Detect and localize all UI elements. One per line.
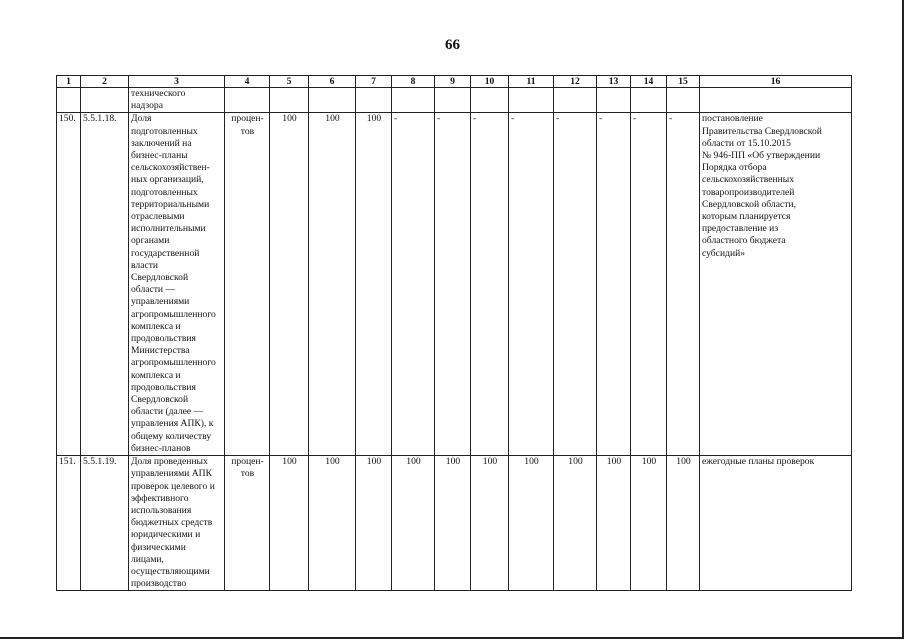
- target-value: -: [597, 113, 631, 456]
- target-value: 100: [356, 456, 392, 591]
- target-value: -: [392, 113, 435, 456]
- table-row: [57, 456, 852, 591]
- target-value: 100: [471, 456, 509, 591]
- target-value: -: [631, 113, 667, 456]
- continuation-row: [57, 88, 852, 113]
- column-number: 5: [270, 76, 309, 88]
- table-cell: [631, 88, 667, 113]
- target-value: 100: [270, 113, 309, 456]
- unit-of-measure: процен- тов: [225, 456, 270, 591]
- table-cell: [270, 88, 309, 113]
- column-number: 12: [554, 76, 597, 88]
- row-number: 150.: [57, 113, 81, 456]
- target-value: -: [554, 113, 597, 456]
- row-number: 151.: [57, 456, 81, 591]
- column-number: 11: [509, 76, 554, 88]
- table-cell: [356, 88, 392, 113]
- target-value: -: [435, 113, 471, 456]
- target-value: -: [509, 113, 554, 456]
- table-cell: [700, 88, 852, 113]
- column-number: 10: [471, 76, 509, 88]
- target-value: 100: [554, 456, 597, 591]
- indicator-code: 5.5.1.19.: [81, 456, 129, 591]
- indicators-table: [56, 75, 852, 591]
- table-cell: [392, 88, 435, 113]
- column-number: 8: [392, 76, 435, 88]
- column-number: 6: [309, 76, 356, 88]
- target-value: 100: [435, 456, 471, 591]
- indicator-name: Доля проведенных управлениями АПК проверок целевого и эффективного использования бюджетных средств юридическими и физическими лицами, осуществляющими производство: [129, 456, 225, 591]
- column-number: 2: [81, 76, 129, 88]
- table-cell: [57, 88, 81, 113]
- target-value: 100: [356, 113, 392, 456]
- column-number: 1: [57, 76, 81, 88]
- indicator-name: Доля подготовленных заключений на бизнес-планы сельскохозяйствен- ных организаций, подготовленных территориальными отраслевыми исполнительными органами государственной власти Свердловской области — управлениями агропромышленного комплекса и продовольствия Министерства агропромышленного комплекса и продовольствия Свердловской области (далее — управления АПК), к общему количеству бизнес-планов: [129, 113, 225, 456]
- table-cell: [471, 88, 509, 113]
- target-value: 100: [597, 456, 631, 591]
- table-cell: [509, 88, 554, 113]
- column-number: 16: [700, 76, 852, 88]
- indicator-name: технического надзора: [129, 88, 225, 113]
- target-value: 100: [392, 456, 435, 591]
- column-number: 7: [356, 76, 392, 88]
- target-value: 100: [309, 113, 356, 456]
- table-cell: [667, 88, 700, 113]
- column-number: 15: [667, 76, 700, 88]
- column-number: 13: [597, 76, 631, 88]
- unit-of-measure: процен- тов: [225, 113, 270, 456]
- target-value: 100: [667, 456, 700, 591]
- data-source: ежегодные планы проверок: [700, 456, 852, 591]
- column-number: 3: [129, 76, 225, 88]
- table-cell: [554, 88, 597, 113]
- column-number: 9: [435, 76, 471, 88]
- column-number-row: [57, 76, 852, 88]
- table-cell: [81, 88, 129, 113]
- target-value: 100: [631, 456, 667, 591]
- table-cell: [597, 88, 631, 113]
- table-cell: [435, 88, 471, 113]
- target-value: 100: [509, 456, 554, 591]
- target-value: -: [667, 113, 700, 456]
- target-value: -: [471, 113, 509, 456]
- column-number: 14: [631, 76, 667, 88]
- table-cell: [225, 88, 270, 113]
- table-row: [57, 113, 852, 456]
- page-number: 66: [445, 37, 460, 53]
- data-source: постановление Правительства Свердловской области от 15.10.2015 № 946-ПП «Об утверждении Порядка отбора сельскохозяйственных товаропроизводителей Свердловской области, которым планируется предоставление из областного бюджета субсидий»: [700, 113, 852, 456]
- table-cell: [309, 88, 356, 113]
- target-value: 100: [270, 456, 309, 591]
- indicator-code: 5.5.1.18.: [81, 113, 129, 456]
- target-value: 100: [309, 456, 356, 591]
- column-number: 4: [225, 76, 270, 88]
